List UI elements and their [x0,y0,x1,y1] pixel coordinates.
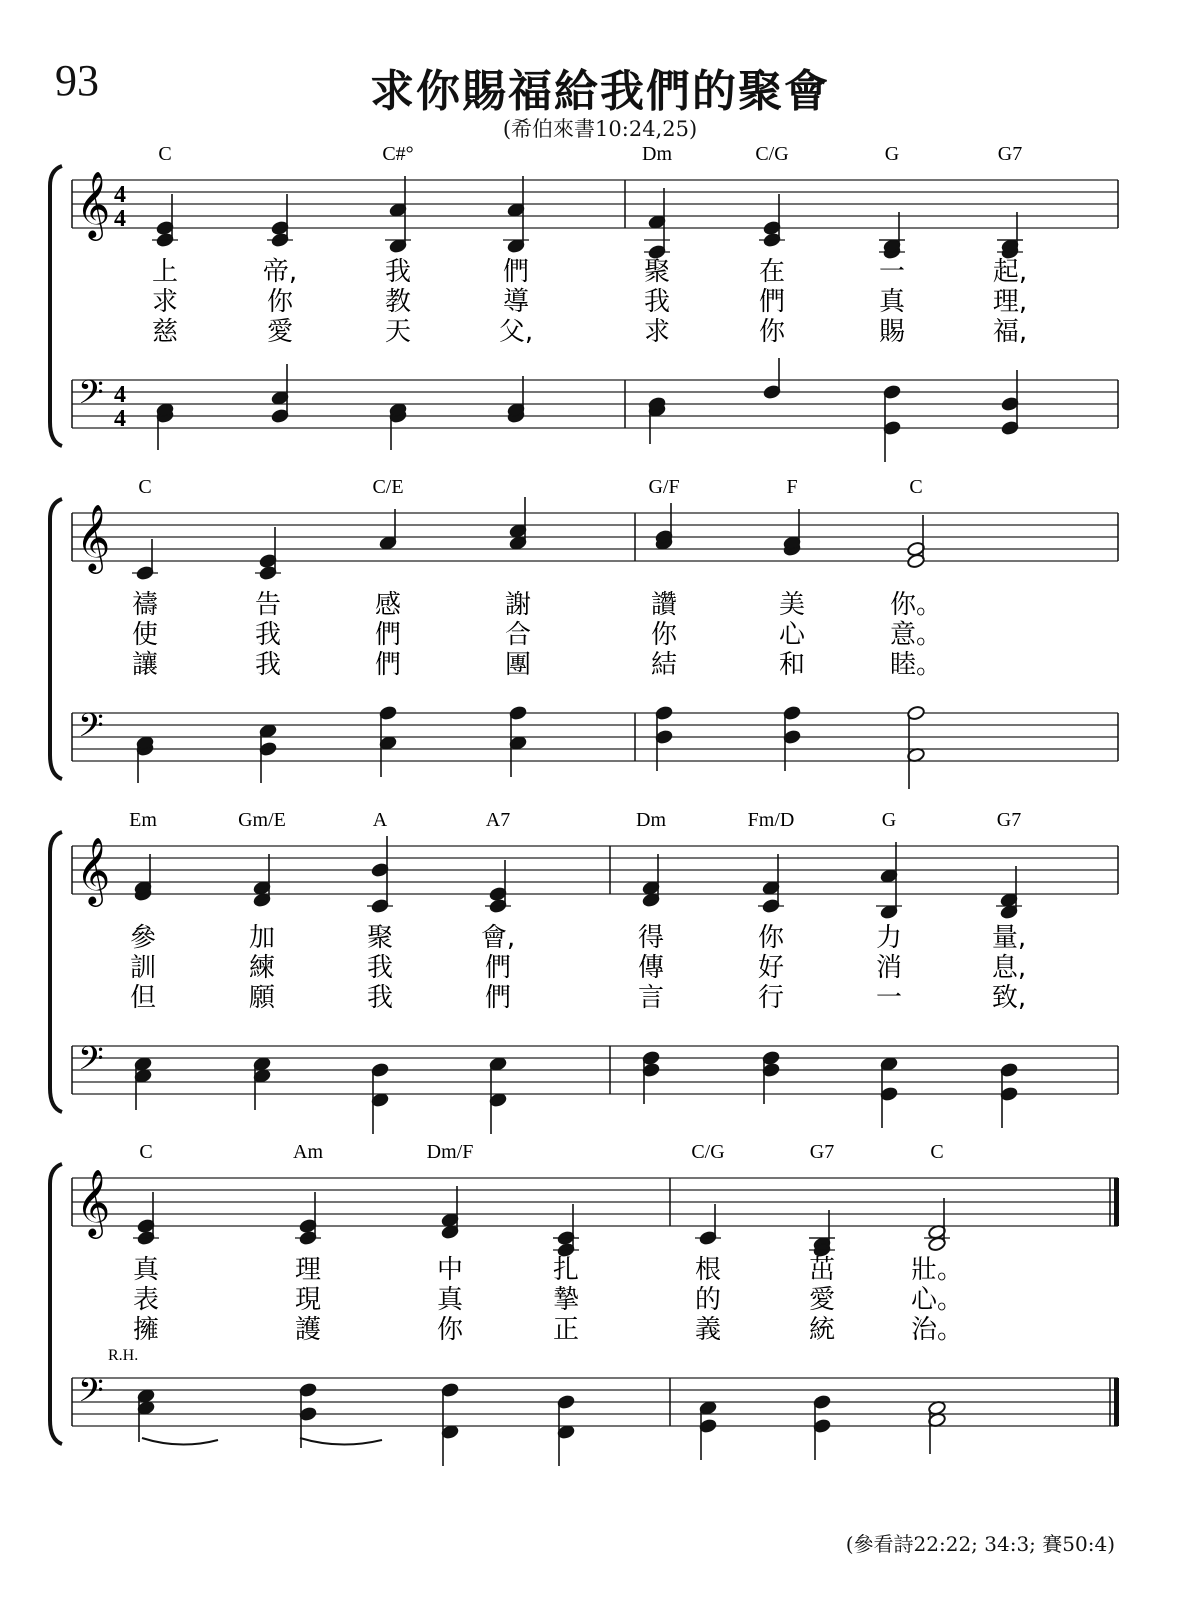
lyric-syllable: 願 [248,983,276,1013]
lyric-syllable: 但 [129,983,157,1013]
time-signature-top: 4 [114,182,126,208]
score-system-4 [50,0,1119,1466]
chord-symbol: G7 [996,809,1022,831]
lyric-syllable: 表 [132,1285,160,1315]
lyric-syllable: 美 [778,590,806,620]
lyric-syllable: 真 [132,1255,160,1285]
system-bracket [50,166,62,446]
lyric-syllable: 感 [374,590,402,620]
chord-symbol: Gm/E [238,809,286,831]
system-bracket [50,832,62,1112]
lyric-syllable: 義 [694,1315,722,1345]
lyric-syllable: 我 [366,983,394,1013]
chord-symbol: Fm/D [747,809,795,831]
lyric-syllable: 現 [294,1285,322,1315]
lyric-syllable: 真 [878,287,906,317]
chord-symbol: C#° [382,143,414,165]
time-signature-top: 4 [114,382,126,408]
chord-symbol: G7 [809,1141,835,1163]
lyric-syllable: 行 [757,983,785,1013]
chord-symbol: G/F [648,476,680,498]
lyric-syllable: 治。 [910,1315,964,1345]
lyric-syllable: 使 [131,620,159,650]
lyric-syllable: 消 [875,953,903,983]
lyric-syllable: 求 [643,317,671,347]
lyric-syllable: 賜 [878,317,906,347]
lyric-syllable: 你。 [889,590,943,620]
bass-clef-icon: 𝄢 [78,1372,104,1418]
slur [300,1438,382,1445]
lyric-syllable: 慈 [151,317,179,347]
lyric-syllable: 你 [266,287,294,317]
chord-symbol: C [909,476,923,498]
lyric-syllable: 練 [248,953,276,983]
lyric-syllable: 們 [484,953,512,983]
lyric-syllable: 擁 [132,1315,160,1345]
lyric-syllable: 愛 [266,317,294,347]
lyric-syllable: 茁 [808,1255,836,1285]
lyric-syllable: 禱 [131,590,159,620]
lyric-syllable: 福, [992,317,1028,347]
lyric-syllable: 中 [436,1255,464,1285]
lyric-syllable: 力 [875,923,903,953]
chord-symbol: C [930,1141,944,1163]
time-signature-bottom: 4 [114,206,126,232]
lyric-syllable: 根 [694,1255,722,1285]
chord-symbol: F [786,476,798,498]
lyric-syllable: 我 [254,620,282,650]
time-signature-bottom: 4 [114,406,126,432]
lyric-syllable: 我 [254,650,282,680]
lyric-syllable: 得 [637,923,665,953]
lyric-syllable: 們 [374,620,402,650]
lyric-syllable: 導 [502,287,530,317]
lyric-syllable: 起, [992,257,1028,287]
lyric-syllable: 告 [254,590,282,620]
lyric-syllable: 結 [650,650,678,680]
lyric-syllable: 心。 [910,1285,964,1315]
lyric-syllable: 上 [151,257,179,287]
chord-symbol: Dm [642,143,672,165]
chord-symbol: G [881,809,897,831]
lyric-syllable: 求 [151,287,179,317]
lyric-syllable: 摯 [552,1285,580,1315]
lyric-syllable: 意。 [889,620,943,650]
bass-clef-icon: 𝄢 [78,707,104,753]
lyric-syllable: 理 [294,1255,322,1285]
treble-clef-icon: 𝄞 [76,836,111,904]
scripture-reference: (希伯來書10:24,25) [502,117,698,141]
lyric-syllable: 合 [504,620,532,650]
score-system-3 [50,0,1118,1134]
lyric-syllable: 聚 [366,923,394,953]
lyric-syllable: 你 [436,1315,464,1345]
lyric-syllable: 們 [484,983,512,1013]
hymn-title: 求你賜福給我們的聚會 [370,66,830,117]
slur [142,1438,218,1445]
treble-clef-icon: 𝄞 [76,170,111,238]
lyric-syllable: 你 [758,317,786,347]
lyric-syllable: 護 [294,1315,322,1345]
chord-symbol: Dm/F [426,1141,474,1163]
lyric-syllable: 會, [480,923,516,953]
chord-symbol: C [158,143,172,165]
lyric-syllable: 謝 [504,590,532,620]
treble-clef-icon: 𝄞 [76,503,111,571]
lyric-syllable: 我 [643,287,671,317]
lyric-syllable: 一 [878,257,906,287]
chord-symbol: C/G [755,143,789,165]
lyric-syllable: 父, [498,317,534,347]
lyric-syllable: 愛 [808,1285,836,1315]
lyric-syllable: 傳 [637,953,665,983]
lyric-syllable: 的 [694,1285,722,1315]
lyric-syllable: 扎 [552,1255,580,1285]
lyric-syllable: 統 [808,1315,836,1345]
lyric-syllable: 好 [757,953,785,983]
system-bracket [50,1164,62,1444]
right-hand-marking: R.H. [108,1347,139,1364]
chord-symbol: Am [293,1141,323,1163]
lyric-syllable: 我 [366,953,394,983]
score-system-2 [50,0,1118,789]
final-barline-thick [1114,1178,1119,1226]
lyric-syllable: 睦。 [889,650,943,680]
bass-clef-icon: 𝄢 [78,1040,104,1086]
chord-symbol: A7 [485,809,511,831]
hymn-number: 93 [55,56,99,105]
lyric-syllable: 理, [992,287,1028,317]
chord-symbol: A [372,809,388,831]
chord-symbol: G7 [997,143,1023,165]
footnote-references: (參看詩22:22; 34:3; 賽50:4) [845,1532,1115,1556]
lyric-syllable: 壯。 [910,1255,964,1285]
lyric-syllable: 讚 [650,590,678,620]
lyric-syllable: 帝, [262,257,298,287]
lyric-syllable: 們 [502,257,530,287]
chord-symbol: G [884,143,900,165]
chord-symbol: Em [129,809,157,831]
lyric-syllable: 團 [504,650,532,680]
lyric-syllable: 加 [248,923,276,953]
chord-symbol: Dm [636,809,666,831]
chord-symbol: C [138,476,152,498]
lyric-syllable: 我 [384,257,412,287]
lyric-syllable: 心 [778,620,806,650]
bass-clef-icon: 𝄢 [78,374,104,420]
lyric-syllable: 在 [758,257,786,287]
lyric-syllable: 量, [991,923,1027,953]
lyric-syllable: 息, [991,953,1027,983]
lyric-syllable: 你 [757,923,785,953]
chord-symbol: C [139,1141,153,1163]
lyric-syllable: 們 [374,650,402,680]
lyric-syllable: 們 [758,287,786,317]
lyric-syllable: 訓 [129,953,157,983]
lyric-syllable: 致, [991,983,1027,1013]
final-barline-thick [1114,1378,1119,1426]
chord-symbol: C/G [691,1141,725,1163]
lyric-syllable: 和 [778,650,806,680]
lyric-syllable: 一 [875,983,903,1013]
lyric-syllable: 天 [384,317,412,347]
lyric-syllable: 教 [384,287,412,317]
chord-symbol: C/E [372,476,404,498]
lyric-syllable: 讓 [131,650,159,680]
lyric-syllable: 正 [552,1315,580,1345]
score-system-1 [50,0,1118,462]
lyric-syllable: 真 [436,1285,464,1315]
treble-clef-icon: 𝄞 [76,1168,111,1236]
lyric-syllable: 你 [650,620,678,650]
lyric-syllable: 聚 [643,257,671,287]
lyric-syllable: 參 [129,923,157,953]
lyric-syllable: 言 [637,983,665,1013]
system-bracket [50,499,62,779]
